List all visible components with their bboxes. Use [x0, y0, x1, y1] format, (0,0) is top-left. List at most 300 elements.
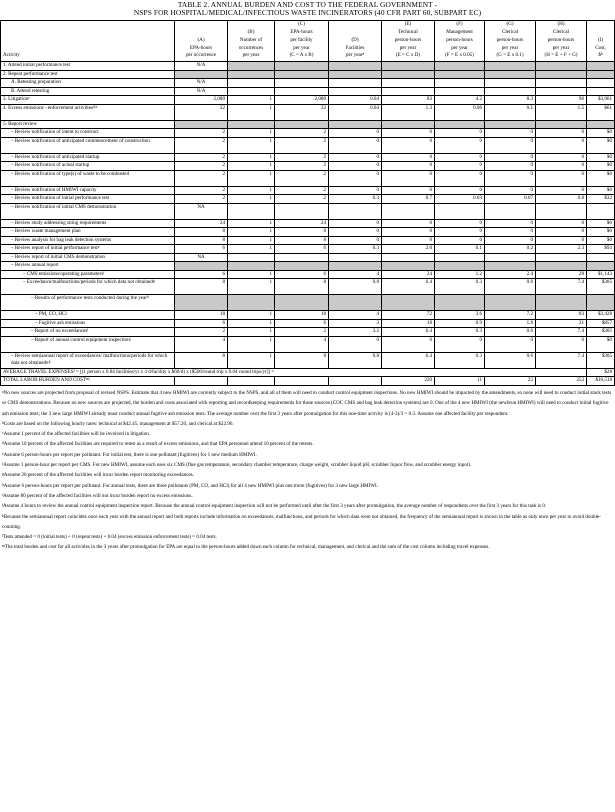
row-col-i — [587, 203, 615, 219]
header-col-e: (E) Technical person-hours per year (E = C x D) — [382, 20, 435, 62]
row-col-e: 0 — [382, 137, 435, 153]
row-col-e: 0 — [382, 129, 435, 138]
table-row — [1, 228, 615, 237]
row-col-e: 24 — [382, 270, 435, 279]
row-col-f — [435, 253, 485, 262]
row-col-d: 0.3 — [329, 195, 382, 204]
row-col-g: 0.6 — [485, 328, 536, 337]
row-activity: B. Attend retesting — [1, 87, 175, 96]
row-col-a: 18 — [175, 311, 228, 320]
row-col-b — [228, 295, 275, 311]
row-col-h: 28 — [536, 270, 587, 279]
row-col-h: 0 — [536, 228, 587, 237]
row-col-e: 0 — [382, 186, 435, 195]
row-activity: – Review notification of HMIWI capacity — [1, 186, 175, 195]
row-col-a: 8 — [175, 352, 228, 368]
row-col-f — [435, 87, 485, 96]
row-col-c — [275, 203, 329, 219]
row-col-b: 1 — [228, 195, 275, 204]
row-col-c: 8 — [275, 279, 329, 295]
total-g: 22 — [485, 377, 536, 386]
table-row — [1, 170, 615, 186]
row-col-g: 0.2 — [485, 245, 536, 254]
row-col-g — [485, 79, 536, 88]
row-col-d — [329, 87, 382, 96]
footnote: $^g$Assume 20 percent of the affected facilities will incur burden report monitoring exceedances. — [2, 472, 194, 479]
row-col-d — [329, 79, 382, 88]
row-col-b: 1 — [228, 104, 275, 120]
row-col-c: 4 — [275, 336, 329, 352]
row-col-e — [382, 253, 435, 262]
row-activity: 2. Repeat performance test — [1, 70, 175, 79]
row-col-c — [275, 70, 329, 79]
row-col-f: 0 — [435, 186, 485, 195]
row-col-b: 1 — [228, 162, 275, 171]
row-col-i: $0 — [587, 228, 615, 237]
row-col-f — [435, 295, 485, 311]
row-col-e: 0 — [382, 236, 435, 245]
row-col-a: 6 — [175, 270, 228, 279]
row-col-i: $305 — [587, 279, 615, 295]
table-row — [1, 253, 615, 262]
row-col-c: 2 — [275, 153, 329, 162]
header-col-g: (G) Clerical person-hours per year (G = E x 0.1) — [485, 20, 536, 62]
travel-cost: $28 — [587, 368, 615, 377]
row-col-b: 1 — [228, 137, 275, 153]
table-row — [1, 186, 615, 195]
table-row — [1, 137, 615, 153]
row-col-c: 6 — [275, 270, 329, 279]
row-col-f — [435, 262, 485, 271]
table-row — [1, 279, 615, 295]
table-row — [1, 96, 615, 105]
row-col-f: 0.3 — [435, 279, 485, 295]
row-col-a: 6 — [175, 319, 228, 328]
row-activity: – Review semiannual report of exceedances/ malfunctions/periods for which data not obtained$^{g,k}$ — [1, 352, 175, 368]
row-col-i: $0 — [587, 336, 615, 352]
total-row — [1, 377, 615, 386]
table-row — [1, 295, 615, 311]
row-col-a: 2 — [175, 129, 228, 138]
row-col-d: 4 — [329, 311, 382, 320]
row-col-a: 24 — [175, 219, 228, 228]
row-col-i: $1,143 — [587, 270, 615, 279]
row-col-g: 0 — [485, 137, 536, 153]
row-col-h: 7.4 — [536, 352, 587, 368]
row-col-g: 0 — [485, 170, 536, 186]
row-col-f: 0 — [435, 236, 485, 245]
row-col-e — [382, 87, 435, 96]
row-col-g — [485, 295, 536, 311]
row-col-a: 2 — [175, 137, 228, 153]
header-col-h: (H) Clerical person-hours per year (H = E + F + G) — [536, 20, 587, 62]
row-col-a: 2 — [175, 162, 228, 171]
row-col-f: 0 — [435, 153, 485, 162]
table-row — [1, 311, 615, 320]
table-row — [1, 270, 615, 279]
row-col-a: 8 — [175, 228, 228, 237]
header-col-a: (A) EPA-hours per occurrence — [175, 20, 228, 62]
row-col-i — [587, 62, 615, 71]
row-col-h: 0 — [536, 336, 587, 352]
row-col-e: 0 — [382, 228, 435, 237]
row-col-i: $93 — [587, 245, 615, 254]
row-col-f: 0.9 — [435, 319, 485, 328]
row-col-h: 21 — [536, 319, 587, 328]
row-col-h — [536, 79, 587, 88]
row-col-a: 2 — [175, 170, 228, 186]
row-col-b — [228, 203, 275, 219]
row-col-e: 2.0 — [382, 245, 435, 254]
row-col-a: 2 — [175, 328, 228, 337]
row-col-i: $32 — [587, 195, 615, 204]
table-row — [1, 195, 615, 204]
row-col-e — [382, 262, 435, 271]
row-col-i: $0 — [587, 153, 615, 162]
row-col-h: 83 — [536, 311, 587, 320]
row-col-c: 2 — [275, 328, 329, 337]
table-row — [1, 245, 615, 254]
row-col-g — [485, 120, 536, 129]
row-col-e: 0 — [382, 170, 435, 186]
row-col-a: N/A — [175, 87, 228, 96]
row-col-c: 2 — [275, 129, 329, 138]
row-col-d: 0 — [329, 137, 382, 153]
row-col-h: 0.8 — [536, 195, 587, 204]
row-col-i — [587, 120, 615, 129]
row-col-d — [329, 120, 382, 129]
row-col-e — [382, 120, 435, 129]
row-col-a: 2,080 — [175, 96, 228, 105]
row-col-i — [587, 87, 615, 96]
table-row — [1, 352, 615, 368]
title-line-1: TABLE 2. ANNUAL BURDEN AND COST TO THE FEDERAL GOVERNMENT - — [177, 0, 438, 9]
row-col-d — [329, 295, 382, 311]
footnote: $^i$Assume 80 percent of the affected facilities will not incur burden report no excess emissions. — [2, 492, 193, 499]
row-activity: – Review report of initial CMS demonstration — [1, 253, 175, 262]
row-activity: – Report of annual control equipment inspection$^j$ — [1, 336, 175, 352]
row-col-f: 0.3 — [435, 352, 485, 368]
footnote: $^c$Assume 1 percent of the affected facilities will be involved in litigation. — [2, 431, 151, 438]
total-c — [275, 377, 329, 386]
row-col-e: 83 — [382, 96, 435, 105]
row-col-f — [435, 70, 485, 79]
row-col-h: 1.5 — [536, 104, 587, 120]
row-col-f: 0 — [435, 137, 485, 153]
row-col-d: 0 — [329, 170, 382, 186]
table-row — [1, 328, 615, 337]
table-row — [1, 236, 615, 245]
header-col-d: (D) Facilities per year$^a$ — [329, 20, 382, 62]
row-col-a — [175, 70, 228, 79]
row-col-d: 0 — [329, 162, 382, 171]
table-row — [1, 336, 615, 352]
title-line-2: NSPS FOR HOSPITAL/MEDICAL/INFECTIOUS WASTE INCINERATORS (40 CFR PART 60, SUBPART EC) — [133, 8, 482, 18]
row-col-e — [382, 70, 435, 79]
row-col-a: 6 — [175, 245, 228, 254]
row-col-c: 8 — [275, 228, 329, 237]
footnote: $^k$Because the semiannual report coincides once each year with the annual report and both reports include information on exceedances, malfunctions, and periods for which data were not obtained, the frequency of the semiannual report is shown in the table as only once per year to avoid double-counting. — [2, 513, 601, 530]
row-col-f: 0.03 — [435, 195, 485, 204]
row-col-c: 2 — [275, 137, 329, 153]
row-col-e: 6.4 — [382, 279, 435, 295]
row-col-c: 2 — [275, 170, 329, 186]
row-activity: – Review notification of initial performance test — [1, 195, 175, 204]
row-activity: – Review notification of intent to construct — [1, 129, 175, 138]
row-col-e: 0 — [382, 336, 435, 352]
table-body — [1, 62, 615, 369]
row-activity: 4. Excess emissions - enforcement activities$^{d,e}$ — [1, 104, 175, 120]
row-col-e: 6.4 — [382, 328, 435, 337]
row-col-b: 1 — [228, 352, 275, 368]
row-activity: – Review notification of initial CMS demonstration — [1, 203, 175, 219]
header-col-i: (I) Cost, \$$^b$ — [587, 20, 615, 62]
row-col-g — [485, 62, 536, 71]
row-col-g — [485, 253, 536, 262]
row-col-e: 0 — [382, 219, 435, 228]
row-activity: – PM, CO, HCl — [1, 311, 175, 320]
row-col-c — [275, 120, 329, 129]
table-row — [1, 319, 615, 328]
row-col-g: 1.8 — [485, 319, 536, 328]
row-activity: 5. Report review — [1, 120, 175, 129]
row-col-d — [329, 62, 382, 71]
row-activity: – Review annual report — [1, 262, 175, 271]
row-col-d — [329, 253, 382, 262]
total-i: $10,518 — [587, 377, 615, 386]
row-col-b: 1 — [228, 129, 275, 138]
row-col-a: 2 — [175, 153, 228, 162]
row-activity: – Review report of initial performance test$^e$ — [1, 245, 175, 254]
row-col-b — [228, 79, 275, 88]
row-col-h: 0 — [536, 137, 587, 153]
row-col-c — [275, 62, 329, 71]
row-col-g — [485, 87, 536, 96]
total-d — [329, 377, 382, 386]
row-col-d: 0 — [329, 219, 382, 228]
row-col-g: 0 — [485, 336, 536, 352]
row-col-h — [536, 253, 587, 262]
header-activity: Activity — [1, 20, 175, 62]
row-col-b — [228, 120, 275, 129]
header-col-c: (C) EPA-hours per facility per year (C = A x B) — [275, 20, 329, 62]
row-col-d: 0 — [329, 186, 382, 195]
row-col-d: 0 — [329, 236, 382, 245]
row-col-a: 32 — [175, 104, 228, 120]
row-col-i — [587, 295, 615, 311]
row-col-h: 0 — [536, 170, 587, 186]
row-col-i: $3,428 — [587, 311, 615, 320]
table-row — [1, 62, 615, 71]
row-col-b: 1 — [228, 279, 275, 295]
travel-row — [1, 368, 615, 377]
table-row — [1, 104, 615, 120]
burden-table — [0, 20, 615, 386]
row-col-i: $0 — [587, 129, 615, 138]
row-col-c: 2 — [275, 195, 329, 204]
row-activity: A. Retesting preparation — [1, 79, 175, 88]
row-col-a: NA — [175, 203, 228, 219]
row-col-a — [175, 262, 228, 271]
row-col-b: 1 — [228, 311, 275, 320]
table-row — [1, 262, 615, 271]
row-col-g: 0.1 — [485, 104, 536, 120]
row-col-h: 0 — [536, 236, 587, 245]
row-activity: 3. Litigation$^c$ — [1, 96, 175, 105]
row-col-c — [275, 253, 329, 262]
row-col-g: 0 — [485, 162, 536, 171]
row-col-g: 8.3 — [485, 96, 536, 105]
table-row — [1, 219, 615, 228]
total-b — [228, 377, 275, 386]
row-activity: – CMS emissions/operating parameters$^f$ — [1, 270, 175, 279]
row-col-c: 8 — [275, 352, 329, 368]
row-col-b — [228, 253, 275, 262]
row-col-b: 1 — [228, 96, 275, 105]
row-col-a: 2 — [175, 186, 228, 195]
row-activity: – Review study addressing siting requirements — [1, 219, 175, 228]
row-col-e: 72 — [382, 311, 435, 320]
row-col-f: 0 — [435, 228, 485, 237]
row-col-c: 24 — [275, 219, 329, 228]
row-col-a — [175, 295, 228, 311]
row-col-i: $0 — [587, 170, 615, 186]
row-col-c: 2 — [275, 186, 329, 195]
row-col-h — [536, 203, 587, 219]
row-col-i — [587, 262, 615, 271]
row-col-c: 2,080 — [275, 96, 329, 105]
row-col-g: 0.6 — [485, 352, 536, 368]
row-col-f — [435, 120, 485, 129]
row-col-a: NA — [175, 253, 228, 262]
row-col-c: 2 — [275, 162, 329, 171]
footnote: $^m$The total burden and cost for all activities in the 3 years after promulgation for EPA are equal to the person-hours added down each column for technical, management, and clerical and the sum of the cost column including travel expenses. — [2, 544, 490, 551]
table-row — [1, 153, 615, 162]
row-col-b: 1 — [228, 236, 275, 245]
row-col-g: 2.4 — [485, 270, 536, 279]
row-col-f — [435, 203, 485, 219]
row-col-f: 0 — [435, 162, 485, 171]
row-col-h — [536, 70, 587, 79]
row-col-g: 0 — [485, 186, 536, 195]
row-col-e — [382, 295, 435, 311]
row-activity: – Review notification of actual startup — [1, 162, 175, 171]
row-activity: – Review notification of anticipated startup — [1, 153, 175, 162]
row-col-c: 32 — [275, 104, 329, 120]
row-activity: – Fugitive ash emissions — [1, 319, 175, 328]
row-col-g: 0 — [485, 228, 536, 237]
row-col-c — [275, 79, 329, 88]
row-col-f: 0 — [435, 219, 485, 228]
row-col-i: $0 — [587, 186, 615, 195]
row-col-c — [275, 295, 329, 311]
row-col-g: 0 — [485, 129, 536, 138]
row-col-c: 8 — [275, 236, 329, 245]
row-col-h: 0 — [536, 153, 587, 162]
row-col-d — [329, 70, 382, 79]
row-col-f: 3.6 — [435, 311, 485, 320]
row-col-g — [485, 70, 536, 79]
row-col-a: 2 — [175, 195, 228, 204]
row-col-h — [536, 120, 587, 129]
row-col-g: 0.07 — [485, 195, 536, 204]
row-col-e — [382, 203, 435, 219]
row-col-i — [587, 253, 615, 262]
footnote: $^j$Assume 4 hours to review the annual control equipment inspection report. Because the annual control equipment inspection will not be performed until after the first 3 years after promulgation, the average number of respondents over the first 3 years for this task is 0. — [2, 503, 547, 510]
header-col-b: (B) Number of occurrences per year — [228, 20, 275, 62]
table-row — [1, 162, 615, 171]
row-col-i: $0 — [587, 236, 615, 245]
row-col-g — [485, 262, 536, 271]
row-col-e: 18 — [382, 319, 435, 328]
footnote: $^b$Costs are based on the following hourly rates: technical at $42.45, management at $57.20, and clerical at $22.96. — [2, 420, 234, 427]
row-col-i: $0 — [587, 137, 615, 153]
total-e: 220 — [382, 377, 435, 386]
row-col-c — [275, 87, 329, 96]
row-col-a: 8 — [175, 279, 228, 295]
footnote: $^a$No new sources are projected from proposal of revised NSPS. Estimate that 4 new HMIWI are currently subject to the NSPS, and all of them will need to conduct control equipment inspections. No new HMIWI should be impacted by the amendments, so none will need to conduct initial stack tests or CMS demonstrations. Because no new sources are projected, the burden and costs associated with reporting and recordkeeping requirements for these sources (COC CMS and bag leak detection systems) are 0. One of the 4 new HMIWI (the newbrun HMIWI) will need to conduct initial fugitive ash emission tests; the 3 new large HMIWI already must conduct annual fugitive ash emission tests. The average number over the first 3 years after promulgation for this one-time activity is (4-3)/3 = 0.3. Assume one affected facility per respondent. — [2, 390, 612, 417]
row-col-h: 2.3 — [536, 245, 587, 254]
row-col-e: 1.3 — [382, 104, 435, 120]
row-col-i — [587, 79, 615, 88]
row-col-f: 1.2 — [435, 270, 485, 279]
row-col-d — [329, 203, 382, 219]
row-col-d: 0 — [329, 228, 382, 237]
row-col-i: $305 — [587, 328, 615, 337]
footnotes — [2, 388, 613, 553]
row-col-d: 0.3 — [329, 245, 382, 254]
row-col-f: 0.1 — [435, 245, 485, 254]
row-col-h: 0 — [536, 129, 587, 138]
row-col-d: 0.04 — [329, 104, 382, 120]
row-col-e: 0.7 — [382, 195, 435, 204]
row-col-i: $857 — [587, 319, 615, 328]
row-col-d: 0.8 — [329, 352, 382, 368]
total-f: 11 — [435, 377, 485, 386]
header-col-f: (F) Management person-hours per year (F = E x 0.05) — [435, 20, 485, 62]
row-col-d: 0.04 — [329, 96, 382, 105]
table-row — [1, 203, 615, 219]
row-col-i: $3,961 — [587, 96, 615, 105]
row-activity: – Review analysis for bag leak detection systems — [1, 236, 175, 245]
row-col-b: 1 — [228, 228, 275, 237]
row-col-f: 0.06 — [435, 104, 485, 120]
footnote: $^l$Tests attended = 0 (initial tests) + 0 (repeat tests) + 0.04 (excess emission enforcement tests) = 0.04 tests. — [2, 534, 217, 541]
travel-label: AVERAGE TRAVEL $EXPENSES^l = [(1$ person x 0.04 facilities/yr x 4 d/facility x $60/d) x ($500/round trip x 0.04 round trips/yr)] = — [1, 368, 587, 377]
footnote: $^h$Assume 6 person-hours per report per pollutant. For annual tests, there are three pollutants (PM, CO, and HCl) for all 4 new HMIWI plus one more (fugitives) for 3 new large HMIWI. — [2, 482, 379, 489]
row-col-f — [435, 79, 485, 88]
row-col-h: 96 — [536, 96, 587, 105]
row-col-i: $0 — [587, 219, 615, 228]
row-col-d: 0.8 — [329, 279, 382, 295]
row-col-i: $0 — [587, 162, 615, 171]
table-row — [1, 129, 615, 138]
row-col-f: 4.2 — [435, 96, 485, 105]
row-col-e — [382, 62, 435, 71]
row-activity: – Review waste management plan — [1, 228, 175, 237]
row-col-d: 3.2 — [329, 328, 382, 337]
row-col-b — [228, 262, 275, 271]
table-row — [1, 79, 615, 88]
row-col-d: 4 — [329, 270, 382, 279]
row-col-d: 3 — [329, 319, 382, 328]
total-h: 253 — [536, 377, 587, 386]
row-col-f — [435, 62, 485, 71]
row-col-e: 6.4 — [382, 352, 435, 368]
footnote: $^e$Assume 6 person-hours per report per pollutant. For initial test, there is one pollutant (fugitives) for 1 new medium HMIWI. — [2, 451, 257, 458]
row-col-h: 0 — [536, 162, 587, 171]
row-activity: – Review notification of type(s) of waste to be combusted — [1, 170, 175, 186]
